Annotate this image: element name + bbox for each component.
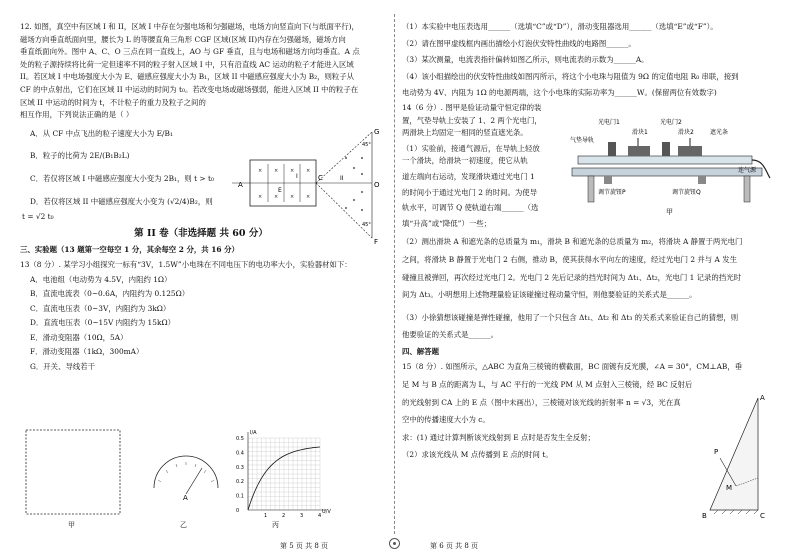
label-45-bottom: 45° — [362, 222, 371, 228]
y-tick-label: 0.4 — [236, 450, 244, 457]
x-tick-label: 3 — [300, 513, 304, 519]
q13-sub: 电动势为 4V、内阻为 1Ω 的电源两端，这个小电珠的实际功率为______W。(保留两位有效数字) — [402, 88, 717, 98]
label-region-1: I — [296, 173, 298, 180]
y-tick-label: 0.5 — [236, 436, 244, 442]
q15-line: 足 M 与 B 点的距离为 L，与 AC 平行的一光线 PM 从 M 点射入三棱镜，经 BC 反射后 — [402, 380, 693, 390]
y-tick-label: 0 — [236, 508, 240, 514]
fig-label-bing: 丙 — [272, 521, 279, 529]
q12-option-b: B．粒子的比荷为 2E/(B₁B₂L) — [30, 151, 130, 161]
q12-option-d-cont: t = √2 t₀ — [22, 212, 54, 222]
q14-line: 轨水平，可调节 Q 使轨道右端______（选 — [402, 203, 539, 213]
label-knob-q: 调节旋钮Q — [672, 189, 701, 196]
label-knob-p: 调节旋钮P — [598, 189, 626, 196]
ammeter-a-label: A — [183, 494, 188, 502]
label-slider-1: 滑块1 — [632, 129, 648, 136]
iu-curve-chart — [232, 426, 332, 520]
q14-2-line: 碰撞且被弹回，再次经过光电门 2。光电门 2 先后记录的挡光时间为 Δt₁、Δt₂，光电门 1 记录的挡光时 — [402, 272, 741, 282]
ammeter-needle — [186, 468, 202, 494]
knob-p — [604, 176, 612, 184]
q14-2-line: （2）测出滑块 A 和遮光条的总质量为 m₁，滑块 B 和遮光条的总质量为 m₂，将滑块 A 静置于两光电门 — [402, 237, 743, 247]
prism-diagram — [700, 392, 770, 522]
q13-sub: （4）该小组描绘出的伏安特性曲线如图丙所示，将这个小电珠与阻值为 9Ω 的定值电阻 R₀ 串联，接到 — [402, 71, 739, 81]
air-track-rail — [578, 156, 752, 164]
svg-text:×: × — [258, 194, 263, 200]
q12-line: 12. 如图，真空中有区域 I 和 II，区域 I 中存在匀强电场和匀强磁场，电场方向竖直向下(与纸面平行)， — [20, 22, 359, 31]
q12-line: 区域 II 中运动的时间为 t，不计粒子的重力及粒子之间的 — [20, 97, 206, 107]
q14-line: 道左端向右运动，发现滑块通过光电门 1 — [402, 171, 535, 181]
label-shade-strip: 遮光条 — [710, 129, 729, 136]
fig-label-yi: 乙 — [180, 521, 187, 529]
fig-label-jia: 甲 — [68, 521, 75, 529]
q12-line: 处的粒子源持续将比荷一定但速率不同的粒子射入区域 I 中，只有沿直线 AC 运动的粒子才能进入区域 — [20, 59, 354, 69]
q12-line: CF 的中点射出，它们在区域 II 中运动的时间为 t₀。若改变电场或磁场强弱，能进入区域 II 中的粒子在 — [20, 84, 359, 94]
q12-option-d: D．若仅将区域 II 中磁感应强度大小变为 (√2/4)B₂，则 — [30, 196, 213, 206]
svg-text:×: × — [290, 194, 295, 200]
label-c: C — [318, 174, 323, 182]
q12-field-diagram — [222, 130, 392, 250]
q14-line: 两滑块上均固定一相同的竖直遮光条。 — [402, 128, 528, 138]
equipment-item: E．滑动变阻器（10Ω，5A） — [30, 332, 128, 342]
equipment-item: C．直流电压表（0~3V，内阻约为 3kΩ） — [30, 303, 171, 313]
q12-line: 磁场方向垂直纸面向里，腰长为 L 的等腰直角三角形 CGF 区域(区域 II)内存在匀强磁场，磁场方向 — [20, 34, 346, 44]
q14-line: （1）实验前，接通气源后，在导轨上轻放 — [402, 143, 540, 153]
ammeter-dial — [146, 450, 226, 510]
page-number-right: 第 6 页 共 8 页 — [430, 542, 479, 550]
svg-text:×: × — [274, 168, 279, 174]
slider-1 — [628, 146, 650, 156]
label-f: F — [374, 238, 379, 246]
support-right — [744, 176, 750, 202]
q12-option-c: C．若仅将区域 I 中磁感应强度大小变为 2B₁，则 t > t₀ — [30, 173, 214, 183]
x-tick-label: 4 — [318, 513, 322, 519]
q14-line: 14（6 分）. 图甲是验证动量守恒定律的装 — [402, 102, 542, 112]
q15-line: 的光线射到 CA 上的 E 点（图中未画出），三棱镜对该光线的折射率 n = √3，光在真 — [402, 397, 681, 407]
q12-line: 相互作用，下列说法正确的是（ ） — [20, 110, 134, 120]
question-14 — [402, 103, 562, 229]
slider-2 — [678, 146, 702, 156]
q14-3-line: （3）小徐猜想该碰撞是弹性碰撞，他用了一个只包含 Δt₁、Δt₂ 和 Δt₃ 的关系式来验证自己的猜想，则 — [402, 312, 739, 322]
equipment-item: G．开关、导线若干 — [30, 362, 96, 372]
q15-line: 求：(1) 通过计算判断该光线射到 E 点时是否发生全反射； — [402, 432, 595, 442]
prism-label-a: A — [760, 394, 765, 402]
binding-circle-icon — [389, 538, 400, 549]
support-left — [588, 176, 594, 202]
prism-label-p: P — [714, 448, 719, 456]
column-divider — [394, 14, 395, 534]
label-region-2: II — [340, 175, 344, 182]
triangle-edge-cg — [316, 132, 372, 183]
label-e: E — [278, 187, 282, 194]
svg-text:×: × — [290, 168, 295, 174]
label-air-source: 连气源 — [738, 167, 757, 174]
q12-option-a: A．从 CF 中点飞出的粒子速度大小为 E/B₁ — [30, 128, 173, 138]
question-13 — [20, 245, 382, 372]
y-tick-label: 0.2 — [236, 479, 244, 486]
svg-text:×: × — [306, 168, 311, 174]
q12-line: II。若区域 I 中电场强度大小为 E、磁感应强度大小为 B₁，区域 II 中磁感应强度大小为 B₂，则粒子从 — [20, 72, 355, 82]
label-photogate-1: 光电门1 — [598, 119, 620, 126]
prism-label-m: M — [726, 484, 733, 492]
knob-q — [698, 176, 706, 184]
svg-text:×: × — [258, 168, 263, 174]
page-number-left: 第 5 页 共 8 页 — [280, 542, 329, 550]
q14-line: 置，气垫导轨上安装了 1、2 两个光电门， — [402, 115, 542, 125]
q14-2-line: 之间，将滑块 B 静置于光电门 2 右侧，推动 B，使其获得水平向左的速度，经过光电门 2 并与 A 发生 — [402, 254, 737, 264]
question-14-cont — [402, 237, 774, 341]
q15-line: 空中的传播速度大小为 c。 — [402, 415, 490, 425]
svg-text:×: × — [274, 194, 279, 200]
x-tick-label: 2 — [282, 513, 286, 519]
dot-marks — [345, 157, 363, 211]
label-photogate-2: 光电门2 — [660, 119, 682, 126]
q15-line: 15（8 分）. 如图所示，△ABC 为直角三棱镜的横截面，BC 面镀有反光膜，∠A = 30°，CM⊥AB，垂 — [402, 362, 743, 372]
svg-text:×: × — [306, 194, 311, 200]
q14-line: 填“升高”或“降低”）一些； — [402, 218, 492, 228]
prism-label-c: C — [760, 512, 765, 520]
solve-heading: 四、解答题 — [402, 346, 439, 356]
prism-label-b: B — [702, 512, 707, 520]
track-base — [572, 168, 762, 176]
q12-line: 垂直纸面向外。图中 A、C、O 三点在同一直线上，AO 与 GF 垂直，且与电场和磁场方向均垂直。A 点 — [20, 47, 360, 57]
label-g: G — [374, 128, 380, 136]
q13-sub: （2）请在图甲虚线框内画出描绘小灯泡伏安特性曲线的电路图______。 — [402, 38, 636, 48]
photogate-2 — [662, 142, 670, 156]
triangle-edge-cf — [316, 183, 372, 238]
photogate-1 — [608, 142, 616, 156]
mirror-hatch — [714, 510, 758, 514]
q13-sub: （1）本实验中电压表选用______（选填“C”或“D”），滑动变阻器选用______（选填“E”或“F”）。 — [402, 22, 718, 31]
equipment-item: D．直流电压表（0~15V 内阻约为 15kΩ） — [30, 318, 175, 328]
section-2-title: 第 II 卷（非选择题 共 60 分） — [134, 227, 268, 239]
y-axis-label: I/A — [250, 430, 257, 436]
q13-subquestions — [402, 22, 774, 99]
q14-line: 的时间小于通过光电门 2 的时间。为使导 — [402, 187, 538, 197]
label-o: O — [374, 181, 380, 189]
q13-sub: （3）某次测量，电流表指针偏转如图乙所示，则电流表的示数为______A。 — [402, 55, 649, 65]
q13-intro: 13（8 分）. 某学习小组探究一标有“3V，1.5W”小电珠在不同电压下的电功率大小，实验器材如下： — [20, 259, 352, 269]
label-jia-14: 甲 — [666, 208, 673, 216]
equipment-item: F．滑动变阻器（1kΩ，300mA） — [30, 347, 144, 357]
air-track-diagram — [568, 112, 778, 218]
y-tick-label: 0.3 — [236, 464, 244, 471]
equipment-item: A．电池组（电动势为 4.5V，内阻约 1Ω） — [30, 274, 172, 284]
experiment-heading: 三、实验题（13 题第一空每空 1 分，其余每空 2 分，共 16 分） — [20, 245, 239, 255]
q14-3-line: 他要验证的关系式是______。 — [402, 330, 499, 340]
q14-2-line: 间为 Δt₃。小明想用上述物理量验证该碰撞过程动量守恒，则他要验证的关系式是______。 — [402, 290, 697, 300]
y-tick-label: 0.1 — [236, 493, 244, 500]
label-a: A — [238, 181, 243, 189]
label-45-top: 45° — [362, 142, 371, 148]
x-tick-label: 1 — [264, 513, 268, 519]
fig-jia-box — [24, 428, 124, 518]
equipment-item: B．直流电流表（0~0.6A，内阻约为 0.125Ω） — [30, 289, 190, 299]
label-slider-2: 滑块2 — [678, 129, 694, 136]
q15-line: （2）求该光线从 M 点传播到 E 点的时间 t。 — [402, 450, 553, 460]
label-air-track: 气垫导轨 — [570, 137, 595, 144]
q14-line: 一个滑块，给滑块一初速度，使它从轨 — [402, 156, 528, 166]
x-axis-label: U/V — [322, 509, 331, 515]
